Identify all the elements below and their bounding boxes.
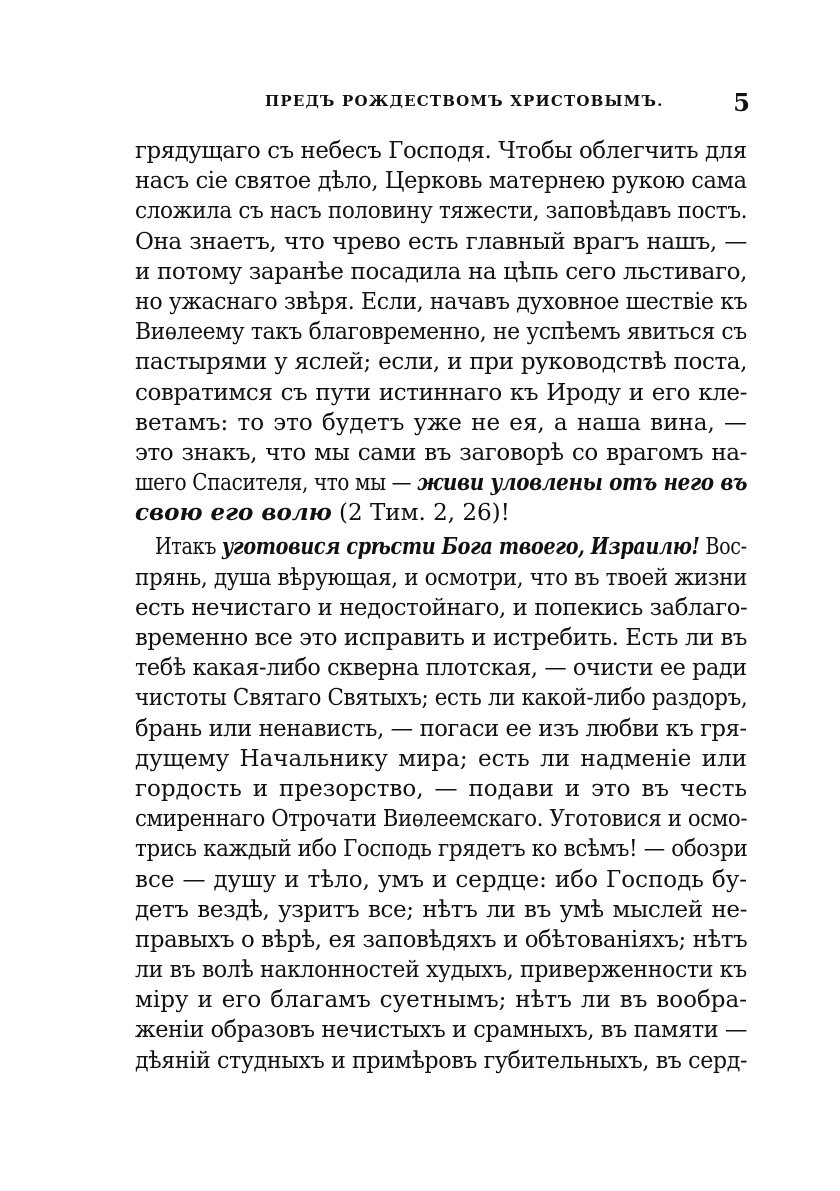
text-run: Она знаетъ, что чрево есть главный врагъ нашъ, — [135, 228, 747, 255]
text-run: ветамъ: то это будетъ уже не ея, а наша вина, — [135, 409, 747, 436]
text-line [135, 865, 747, 895]
text-run: это знакъ, что мы сами въ заговорѣ со врагомъ на- [135, 439, 747, 466]
text-line [135, 438, 747, 468]
text-run: трись каждый ибо Господь грядетъ ко всѣмъ! — обозри [135, 836, 748, 863]
italic-text: живи уловлены отъ него въ [417, 469, 748, 497]
text-line [135, 563, 748, 593]
text-run: насъ сіе святое дѣло, Церковь матернею рукою сама [135, 168, 747, 195]
text-run: все — душу и тѣло, умъ и сердце: ибо Господь бу- [135, 866, 747, 893]
text-line [135, 498, 747, 528]
text-run: детъ вездѣ, узритъ все; нѣтъ ли въ умѣ мыслей не- [135, 896, 747, 923]
text-line [135, 714, 747, 744]
text-line [135, 834, 748, 864]
text-line [135, 623, 747, 653]
text-line [135, 227, 747, 257]
text-run: сложила съ насъ половину тяжести, заповѣдавъ постъ. [135, 198, 748, 225]
text-line [135, 532, 747, 562]
text-run: дѣяній студныхъ и примѣровъ губительныхъ, въ серд- [135, 1047, 748, 1074]
text-run: дущему Начальнику мира; есть ли надменіе или [135, 745, 747, 772]
text-line [135, 317, 747, 347]
text-run: смиреннаго Отрочати Виѳлеемскаго. Уготовися и осмо- [135, 806, 748, 833]
italic-text: свою его волю [135, 499, 332, 527]
text-run: гордость и презорство, — подави и это въ честь [135, 775, 747, 802]
text-run: прянь, душа вѣрующая, и осмотри, что въ твоей жизни [135, 564, 748, 591]
text-line [135, 593, 748, 623]
text-line [135, 744, 747, 774]
text-line [135, 653, 747, 683]
text-line [135, 955, 747, 985]
text-line [135, 1046, 748, 1076]
text-line [135, 257, 747, 287]
text-line [135, 1015, 748, 1045]
text-run: женіи образовъ нечистыхъ и срамныхъ, въ памяти — [135, 1017, 748, 1044]
text-run: правыхъ о вѣрѣ, ея заповѣдяхъ и обѣтованіяхъ; нѣтъ [135, 926, 748, 953]
text-run: Виѳлеему такъ благовременно, не успѣемъ явиться съ [135, 319, 747, 346]
text-line [135, 804, 748, 834]
text-run: грядущаго съ небесъ Господя. Чтобы облегчить для [135, 138, 747, 164]
text-line [135, 468, 748, 498]
text-run: совратимся съ пути истиннаго къ Ироду и его кле- [135, 379, 747, 406]
text-line [135, 287, 748, 317]
text-run: Вос- [699, 534, 747, 561]
italic-text: уготовися срѣсти Бога твоего, Израилю! [221, 533, 700, 561]
text-run: чистоты Святаго Святыхъ; есть ли какой-либо раздоръ, [135, 685, 748, 712]
text-run: Итакъ [154, 534, 222, 561]
page-number: 5 [733, 88, 750, 117]
text-run: шего Спасителя, что мы — [135, 470, 418, 497]
text-run: временно все это исправить и истребить. Есть ли въ [135, 625, 747, 651]
text-run: (2 Тим. 2, 26)! [331, 500, 510, 527]
running-head: ПРЕДЪ РОЖДЕСТВОМЪ ХРИСТОВЫМЪ. [265, 92, 664, 110]
page-header [135, 90, 750, 118]
text-line [135, 895, 747, 925]
text-run: но ужаснаго звѣря. Если, начавъ духовное шествіе къ [135, 288, 748, 315]
body-text [135, 136, 747, 1076]
text-line [135, 347, 747, 377]
text-run: и потому заранѣе посадила на цѣпь сего льстиваго, [135, 258, 747, 285]
text-line [135, 166, 747, 196]
text-run: ли въ волѣ наклонностей худыхъ, приверженности къ [135, 957, 747, 984]
text-line [135, 683, 748, 713]
text-line [135, 925, 748, 955]
text-line [135, 378, 747, 408]
text-line [135, 136, 747, 166]
text-line [135, 408, 747, 438]
text-run: есть нечистаго и недостойнаго, и попекись заблаго- [135, 594, 748, 621]
text-line [135, 196, 748, 226]
text-line [135, 985, 747, 1015]
text-run: тебѣ какая-либо скверна плотская, — очисти ее ради [135, 655, 747, 682]
text-run: міру и его благамъ суетнымъ; нѣтъ ли въ вообра- [135, 987, 747, 1014]
text-run: брань или ненависть, — погаси ее изъ любви къ гря- [135, 715, 747, 742]
text-line [135, 774, 747, 804]
text-run: пастырями у яслей; если, и при руководствѣ поста, [135, 349, 747, 376]
